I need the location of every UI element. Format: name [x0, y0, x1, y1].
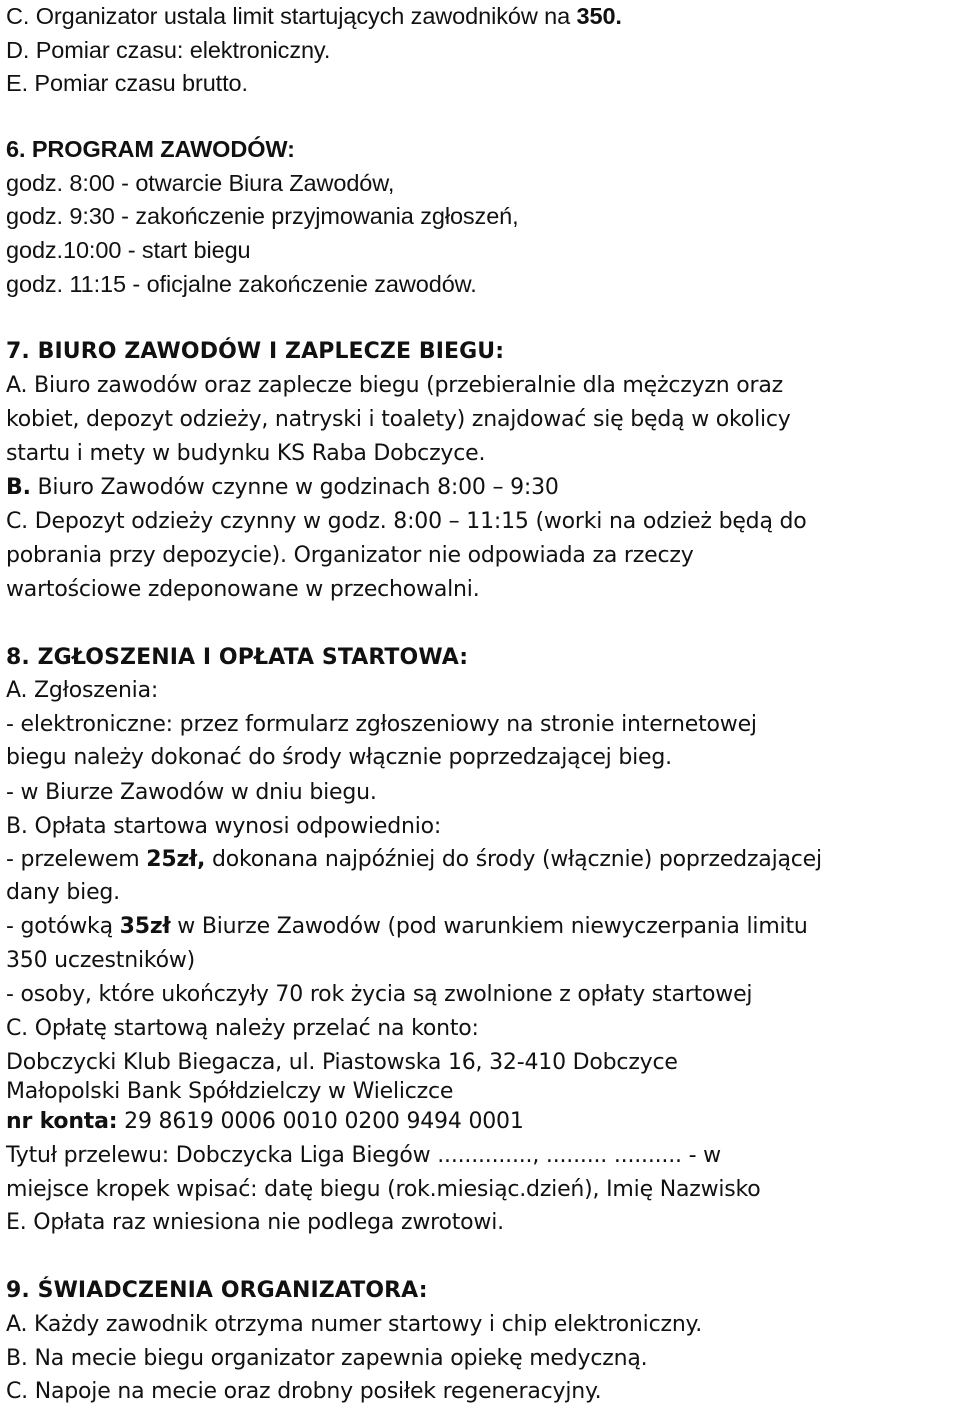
bank-line: Małopolski Bank Spółdzielczy w Wieliczce — [6, 1079, 454, 1104]
paragraph-line: wartościowe zdeponowane w przechowalni. — [6, 577, 480, 602]
account-line — [6, 1106, 524, 1138]
paragraph-line — [6, 472, 559, 504]
text: C. Organizator ustala limit startujących zawodników na — [6, 3, 577, 29]
account-label: nr konta: — [6, 1109, 118, 1134]
paragraph-line: Tytuł przelewu: Dobczycka Liga Biegów .............., ......... .......... - w — [6, 1143, 721, 1168]
limit-value: 350. — [576, 3, 622, 29]
text: - przelewem — [6, 847, 147, 872]
account-number: 29 8619 0006 0010 0200 9494 0001 — [117, 1109, 524, 1134]
section-6-heading: 6. PROGRAM ZAWODÓW: — [6, 136, 295, 162]
text: - gotówką — [6, 914, 120, 939]
schedule-item: godz.10:00 - start biegu — [6, 237, 251, 263]
fee-transfer: 25zł, — [146, 847, 206, 872]
paragraph-line: A. Zgłoszenia: — [6, 678, 159, 703]
address-line: Dobczycki Klub Biegacza, ul. Piastowska 16, 32-410 Dobczyce — [6, 1050, 678, 1075]
paragraph-line: dany bieg. — [6, 880, 120, 905]
schedule-item: godz. 8:00 - otwarcie Biura Zawodów, — [6, 170, 395, 196]
rule-e-gross-time: E. Pomiar czasu brutto. — [6, 70, 248, 96]
paragraph-line: A. Każdy zawodnik otrzyma numer startowy i chip elektroniczny. — [6, 1312, 703, 1337]
item-letter: B. — [6, 475, 31, 500]
section-7-heading: 7. BIURO ZAWODÓW I ZAPLECZE BIEGU: — [6, 339, 505, 364]
paragraph-line: startu i mety w budynku KS Raba Dobczyce. — [6, 441, 486, 466]
text: Biuro Zawodów czynne w godzinach 8:00 – 9:30 — [30, 475, 559, 500]
schedule-item: godz. 11:15 - oficjalne zakończenie zawodów. — [6, 271, 477, 297]
paragraph-line — [6, 844, 822, 876]
paragraph-line — [6, 911, 808, 943]
paragraph-line: biegu należy dokonać do środy włącznie poprzedzającej bieg. — [6, 745, 672, 770]
section-9-heading: 9. ŚWIADCZENIA ORGANIZATORA: — [6, 1278, 428, 1303]
paragraph-line: miejsce kropek wpisać: datę biegu (rok.miesiąc.dzień), Imię Nazwisko — [6, 1177, 761, 1202]
paragraph-line: B. Opłata startowa wynosi odpowiednio: — [6, 814, 442, 839]
section-8-heading: 8. ZGŁOSZENIA I OPŁATA STARTOWA: — [6, 645, 469, 670]
paragraph-line: C. Depozyt odzieży czynny w godz. 8:00 – 11:15 (worki na odzież będą do — [6, 509, 807, 534]
paragraph-line: - w Biurze Zawodów w dniu biegu. — [6, 780, 377, 805]
paragraph-line: B. Na mecie biegu organizator zapewnia opiekę medyczną. — [6, 1346, 648, 1371]
paragraph-line: C. Opłatę startową należy przelać na konto: — [6, 1016, 479, 1041]
rule-d-timing: D. Pomiar czasu: elektroniczny. — [6, 37, 331, 63]
paragraph-line: - osoby, które ukończyły 70 rok życia są zwolnione z opłaty startowej — [6, 982, 753, 1007]
paragraph-line: C. Napoje na mecie oraz drobny posiłek regeneracyjny. — [6, 1379, 602, 1404]
paragraph-line: pobrania przy depozycie). Organizator nie odpowiada za rzeczy — [6, 543, 694, 568]
paragraph-line: - elektroniczne: przez formularz zgłoszeniowy na stronie internetowej — [6, 712, 757, 737]
rule-c-limit — [6, 0, 622, 32]
fee-cash: 35zł — [119, 914, 171, 939]
paragraph-line: 350 uczestników) — [6, 948, 196, 973]
schedule-item: godz. 9:30 - zakończenie przyjmowania zgłoszeń, — [6, 203, 519, 229]
text: w Biurze Zawodów (pod warunkiem niewyczerpania limitu — [170, 914, 808, 939]
text: dokonana najpóźniej do środy (włącznie) poprzedzającej — [205, 847, 822, 872]
paragraph-line: E. Opłata raz wniesiona nie podlega zwrotowi. — [6, 1210, 504, 1235]
paragraph-line: kobiet, depozyt odzieży, natryski i toalety) znajdować się będą w okolicy — [6, 407, 791, 432]
paragraph-line: A. Biuro zawodów oraz zaplecze biegu (przebieralnie dla mężczyzn oraz — [6, 373, 784, 398]
